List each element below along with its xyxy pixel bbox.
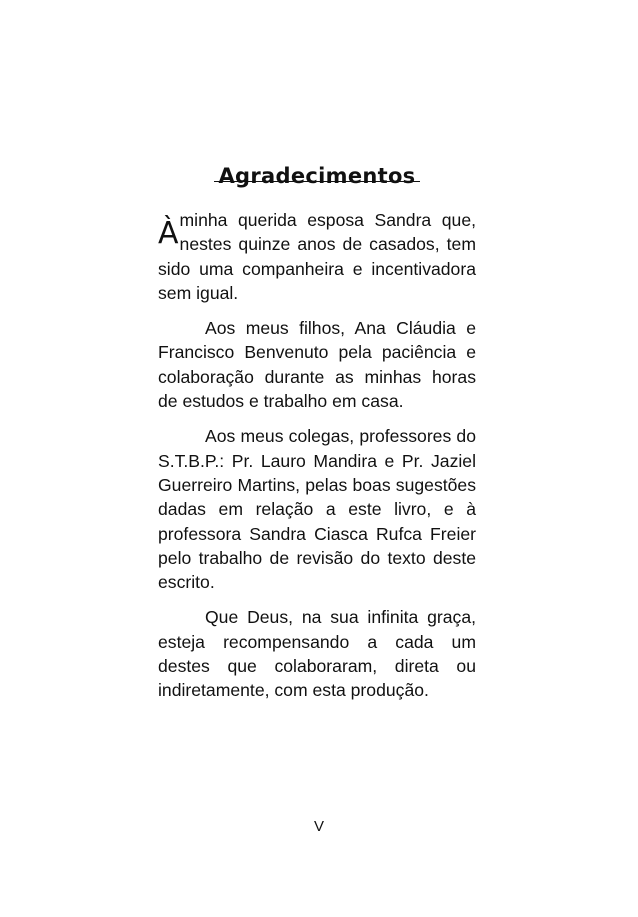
paragraph-1-text: minha querida esposa Sandra que, nestes quinze anos de casados, tem sido uma companheira e incentivadora sem igual. bbox=[158, 210, 476, 303]
acknowledgements-body bbox=[158, 208, 476, 714]
drop-cap: À bbox=[158, 216, 179, 251]
title-underline bbox=[214, 181, 420, 182]
page-title: Agradecimentos bbox=[218, 164, 416, 189]
page-number: V bbox=[313, 818, 324, 835]
paragraph-2: Aos meus filhos, Ana Cláudia e Francisco Benvenuto pela paciência e colaboração durante as minhas horas de estudos e trabalho em casa. bbox=[158, 318, 476, 412]
paragraph-4: Que Deus, na sua infinita graça, esteja recompensando a cada um destes que colaboraram, direta ou indiretamente, com esta produção. bbox=[158, 607, 476, 701]
paragraph-1 bbox=[158, 208, 476, 305]
paragraph-3: Aos meus colegas, professores do S.T.B.P.: Pr. Lauro Mandira e Pr. Jaziel Guerreiro Martins, pelas boas sugestões dadas em relação a este livro, e à professora Sandra Ciasca Rufca Freier pelo trabalho de revisão do texto deste escrito. bbox=[158, 426, 476, 593]
